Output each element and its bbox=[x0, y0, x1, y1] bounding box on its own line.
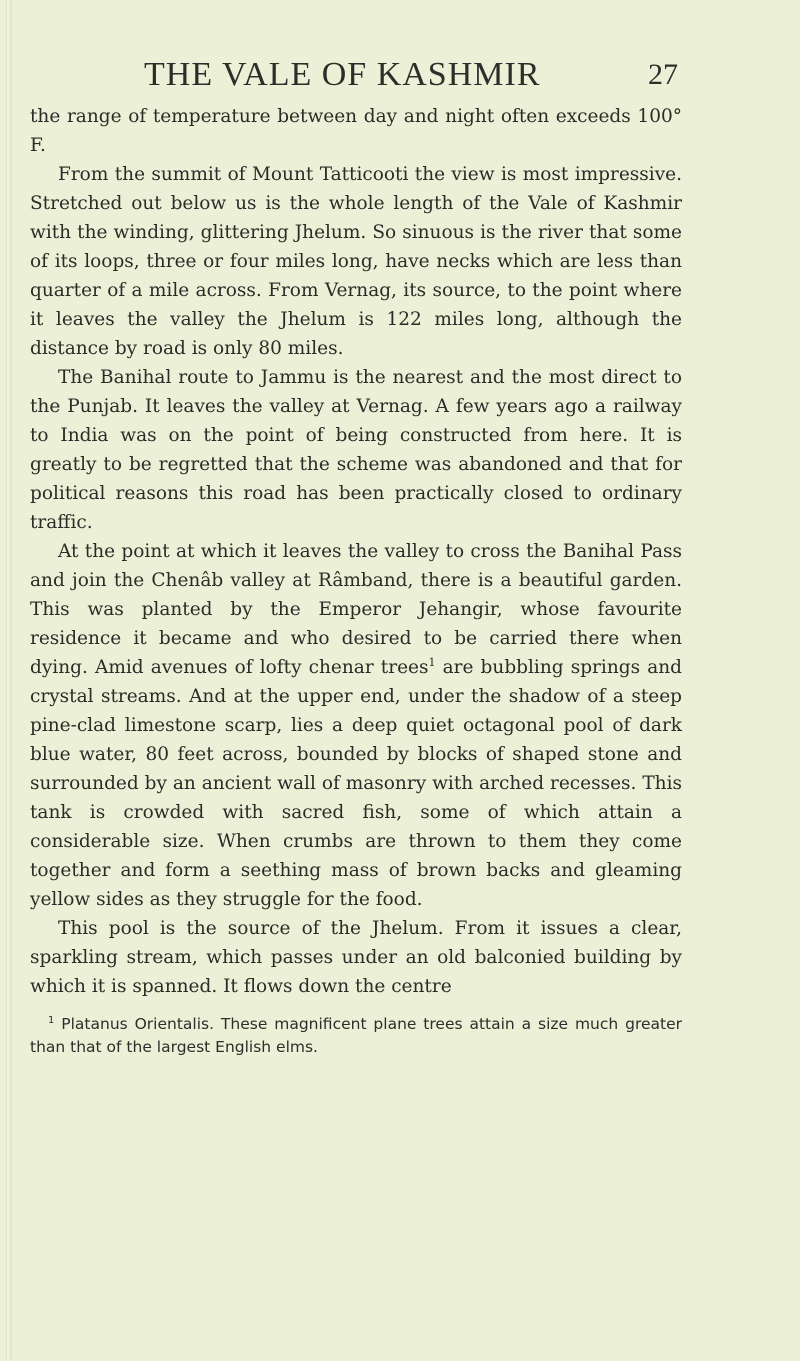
garden-text-part-2: are bubbling springs and crystal streams. And at the upper end, under the shadow of a steep pine-clad limestone scarp, lies a deep quiet octagonal pool of dark blue water, 80 feet across, bounded by blocks of shaped stone and surrounded by an ancient wall of masonry with arched recesses. This tank is crowded with sacred fish, some of which attain a considerable size. When crumbs are thrown to them they come together and form a seething mass of brown backs and gleaming yellow sides as they struggle for the food. bbox=[30, 657, 682, 910]
paragraph-continuation: the range of temperature between day and night often exceeds 100° F. bbox=[30, 106, 682, 156]
paragraph-banihal-route: The Banihal route to Jammu is the nearest and the most direct to the Punjab. It leaves the valley at Vernag. A few years ago a railway to India was on the point of being constructed from here. It is greatly to be regretted that the scheme was abandoned and that for political reasons this road has been practically closed to ordinary traffic. bbox=[30, 367, 682, 533]
paragraph-garden bbox=[30, 537, 682, 914]
book-page bbox=[22, 56, 682, 1059]
footnote bbox=[22, 1013, 682, 1059]
paragraph-jhelum-source: This pool is the source of the Jhelum. From it issues a clear, sparkling stream, which passes under an old balconied building by which it is spanned. It flows down the centre bbox=[30, 918, 682, 997]
binding-shadow bbox=[6, 0, 9, 1361]
running-title: THE VALE OF KASHMIR bbox=[144, 56, 541, 93]
body-text bbox=[22, 102, 682, 1001]
page-edge bbox=[10, 0, 12, 1361]
running-header bbox=[22, 56, 682, 96]
footnote-marker: 1 bbox=[48, 1014, 55, 1026]
garden-text-part-1: At the point at which it leaves the valley to cross the Banihal Pass and join the Chenâb valley at Râmband, there is a beautiful garden. This was planted by the Emperor Jehangir, whose favourite residence it became and who desired to be carried there when dying. Amid avenues of lofty chenar trees bbox=[30, 541, 682, 678]
footnote-text: Platanus Orientalis. These magnificent plane trees attain a size much greater than that of the largest English elms. bbox=[30, 1015, 682, 1056]
paragraph-summit-view: From the summit of Mount Tatticooti the view is most impressive. Stretched out below us is the whole length of the Vale of Kashmir with the winding, glittering Jhelum. So sinuous is the river that some of its loops, three or four miles long, have necks which are less than quarter of a mile across. From Vernag, its source, to the point where it leaves the valley the Jhelum is 122 miles long, although the distance by road is only 80 miles. bbox=[30, 164, 682, 359]
page-number: 27 bbox=[648, 58, 678, 91]
footnote-reference[interactable]: 1 bbox=[428, 655, 436, 669]
